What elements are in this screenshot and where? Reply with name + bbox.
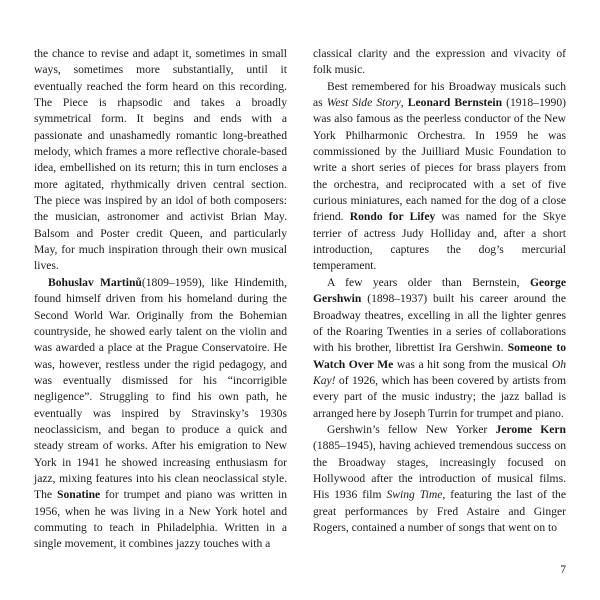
composer-name-martinu: Bohuslav Martinů [48, 275, 142, 289]
paragraph-gershwin [313, 275, 566, 422]
musical-title-west-side-story: West Side Story [326, 96, 401, 110]
composer-name-bernstein: Leonard Bernstein [407, 96, 503, 110]
two-column-layout [34, 46, 566, 553]
bernstein-separator: , [400, 96, 408, 110]
gershwin-body-mid: was a hit song from the musical [393, 357, 552, 371]
gershwin-lead-text: A few years older than Bernstein, [327, 275, 530, 289]
gershwin-body-text: built his career around the Broadway theatres, excelling in all the lighter genres of the Roaring Twenties in a series of collaborations with his brother, librettist Ira Gershwin. [313, 292, 566, 355]
composer-name-gershwin: George Gershwin [313, 275, 566, 306]
kern-lead-text: Gershwin’s fellow New Yorker [327, 422, 496, 436]
work-title-sonatine: Sonatine [57, 488, 101, 502]
paragraph-continuation-right: classical clarity and the expression and vivacity of folk music. [313, 47, 566, 77]
composer-dates-martinu: (1809–1959) [141, 275, 202, 289]
kern-body-text-end: , featuring the last of the great performances by Fred Astaire and Ginger Rogers, contained a number of songs that went on to [313, 488, 566, 534]
kern-body-text: , having achieved tremendous success on the Broadway stages, increasingly focused on Hollywood after the introduction of musical films. His 1936 film [313, 439, 566, 502]
martinu-body-text-end: for trumpet and piano was written in 1956, when he was living in a New York hotel and commuting to teach in Philadelphia. Written in a single movement, it combines jazzy touches with a [34, 488, 287, 551]
work-title-someone-to-watch-over-me: Someone to Watch Over Me [313, 341, 566, 371]
musical-title-oh-kay: Oh Kay! [313, 357, 566, 387]
gershwin-body-end: of 1926, which has been covered by artists from every part of the music industry; the jazz ballad is arranged here by Joseph Turrin for trumpet and piano. [313, 373, 566, 420]
paragraph-martinu [34, 275, 287, 553]
bernstein-body-text-end: was named for the Skye terrier of actress Judy Holliday and, after a short introduction, captures the dog’s mercurial temperament. [313, 210, 567, 273]
composer-dates-kern: (1885–1945) [313, 439, 373, 453]
paragraph-kern [313, 422, 566, 536]
composer-dates-gershwin: (1898–1937) [367, 292, 428, 306]
paragraph-bernstein [313, 79, 566, 275]
page-number: 7 [560, 564, 566, 576]
bernstein-lead-text: Best remembered for his Broadway musicals such as [313, 79, 566, 110]
work-title-rondo-for-lifey: Rondo for Lifey [349, 210, 436, 224]
composer-name-kern: Jerome Kern [495, 422, 566, 436]
bernstein-body-text: was also famous as the peerless conductor of the New York Philharmonic Orchestra. In 1959 he was commissioned by the Juilliard Music Foundation to write a short series of pieces for brass players from the orchestra, and reciprocated with a set of five curious miniatures, each named for the dog of a close friend. [313, 112, 566, 224]
left-column [34, 46, 287, 553]
film-title-swing-time: Swing Time [386, 488, 443, 502]
composer-dates-bernstein: (1918–1990) [506, 96, 567, 110]
right-column [313, 46, 566, 536]
martinu-body-text: , like Hindemith, found himself driven from his homeland during the Second World War. Originally from the Bohemian countryside, he showed early talent on the violin and was awarded a place at the Prague Conservatoire. He was, however, restless under the rigid pedagogy, and was eventually dismissed for his “incorrigible negligence”. Struggling to find his own path, he eventually was inspired by Stravinsky’s 1930s neoclassicism, and began to produce a quick and steady stream of works. After his emigration to New York in 1941 he showed increasing enthusiasm for jazz, mixing features into his clean neoclassical style. The [34, 275, 288, 502]
paragraph-continuation: the chance to revise and adapt it, sometimes in small ways, sometimes more substantially, until it eventually reached the form heard on this recording. The Piece is rhapsodic and takes a broadly symmetrical form. It begins and ends with a passionate and unashamedly romantic long-breathed melody, which frames a more reflective chorale-based idea, embellished on its return; this in turn encloses a more agitated, rhythmically driven central section. The piece was inspired by an idol of both composers: the musician, astronomer and activist Brian May. Balsom and Poster credit Queen, and particularly May, for much inspiration through their own musical lives. [34, 47, 287, 273]
